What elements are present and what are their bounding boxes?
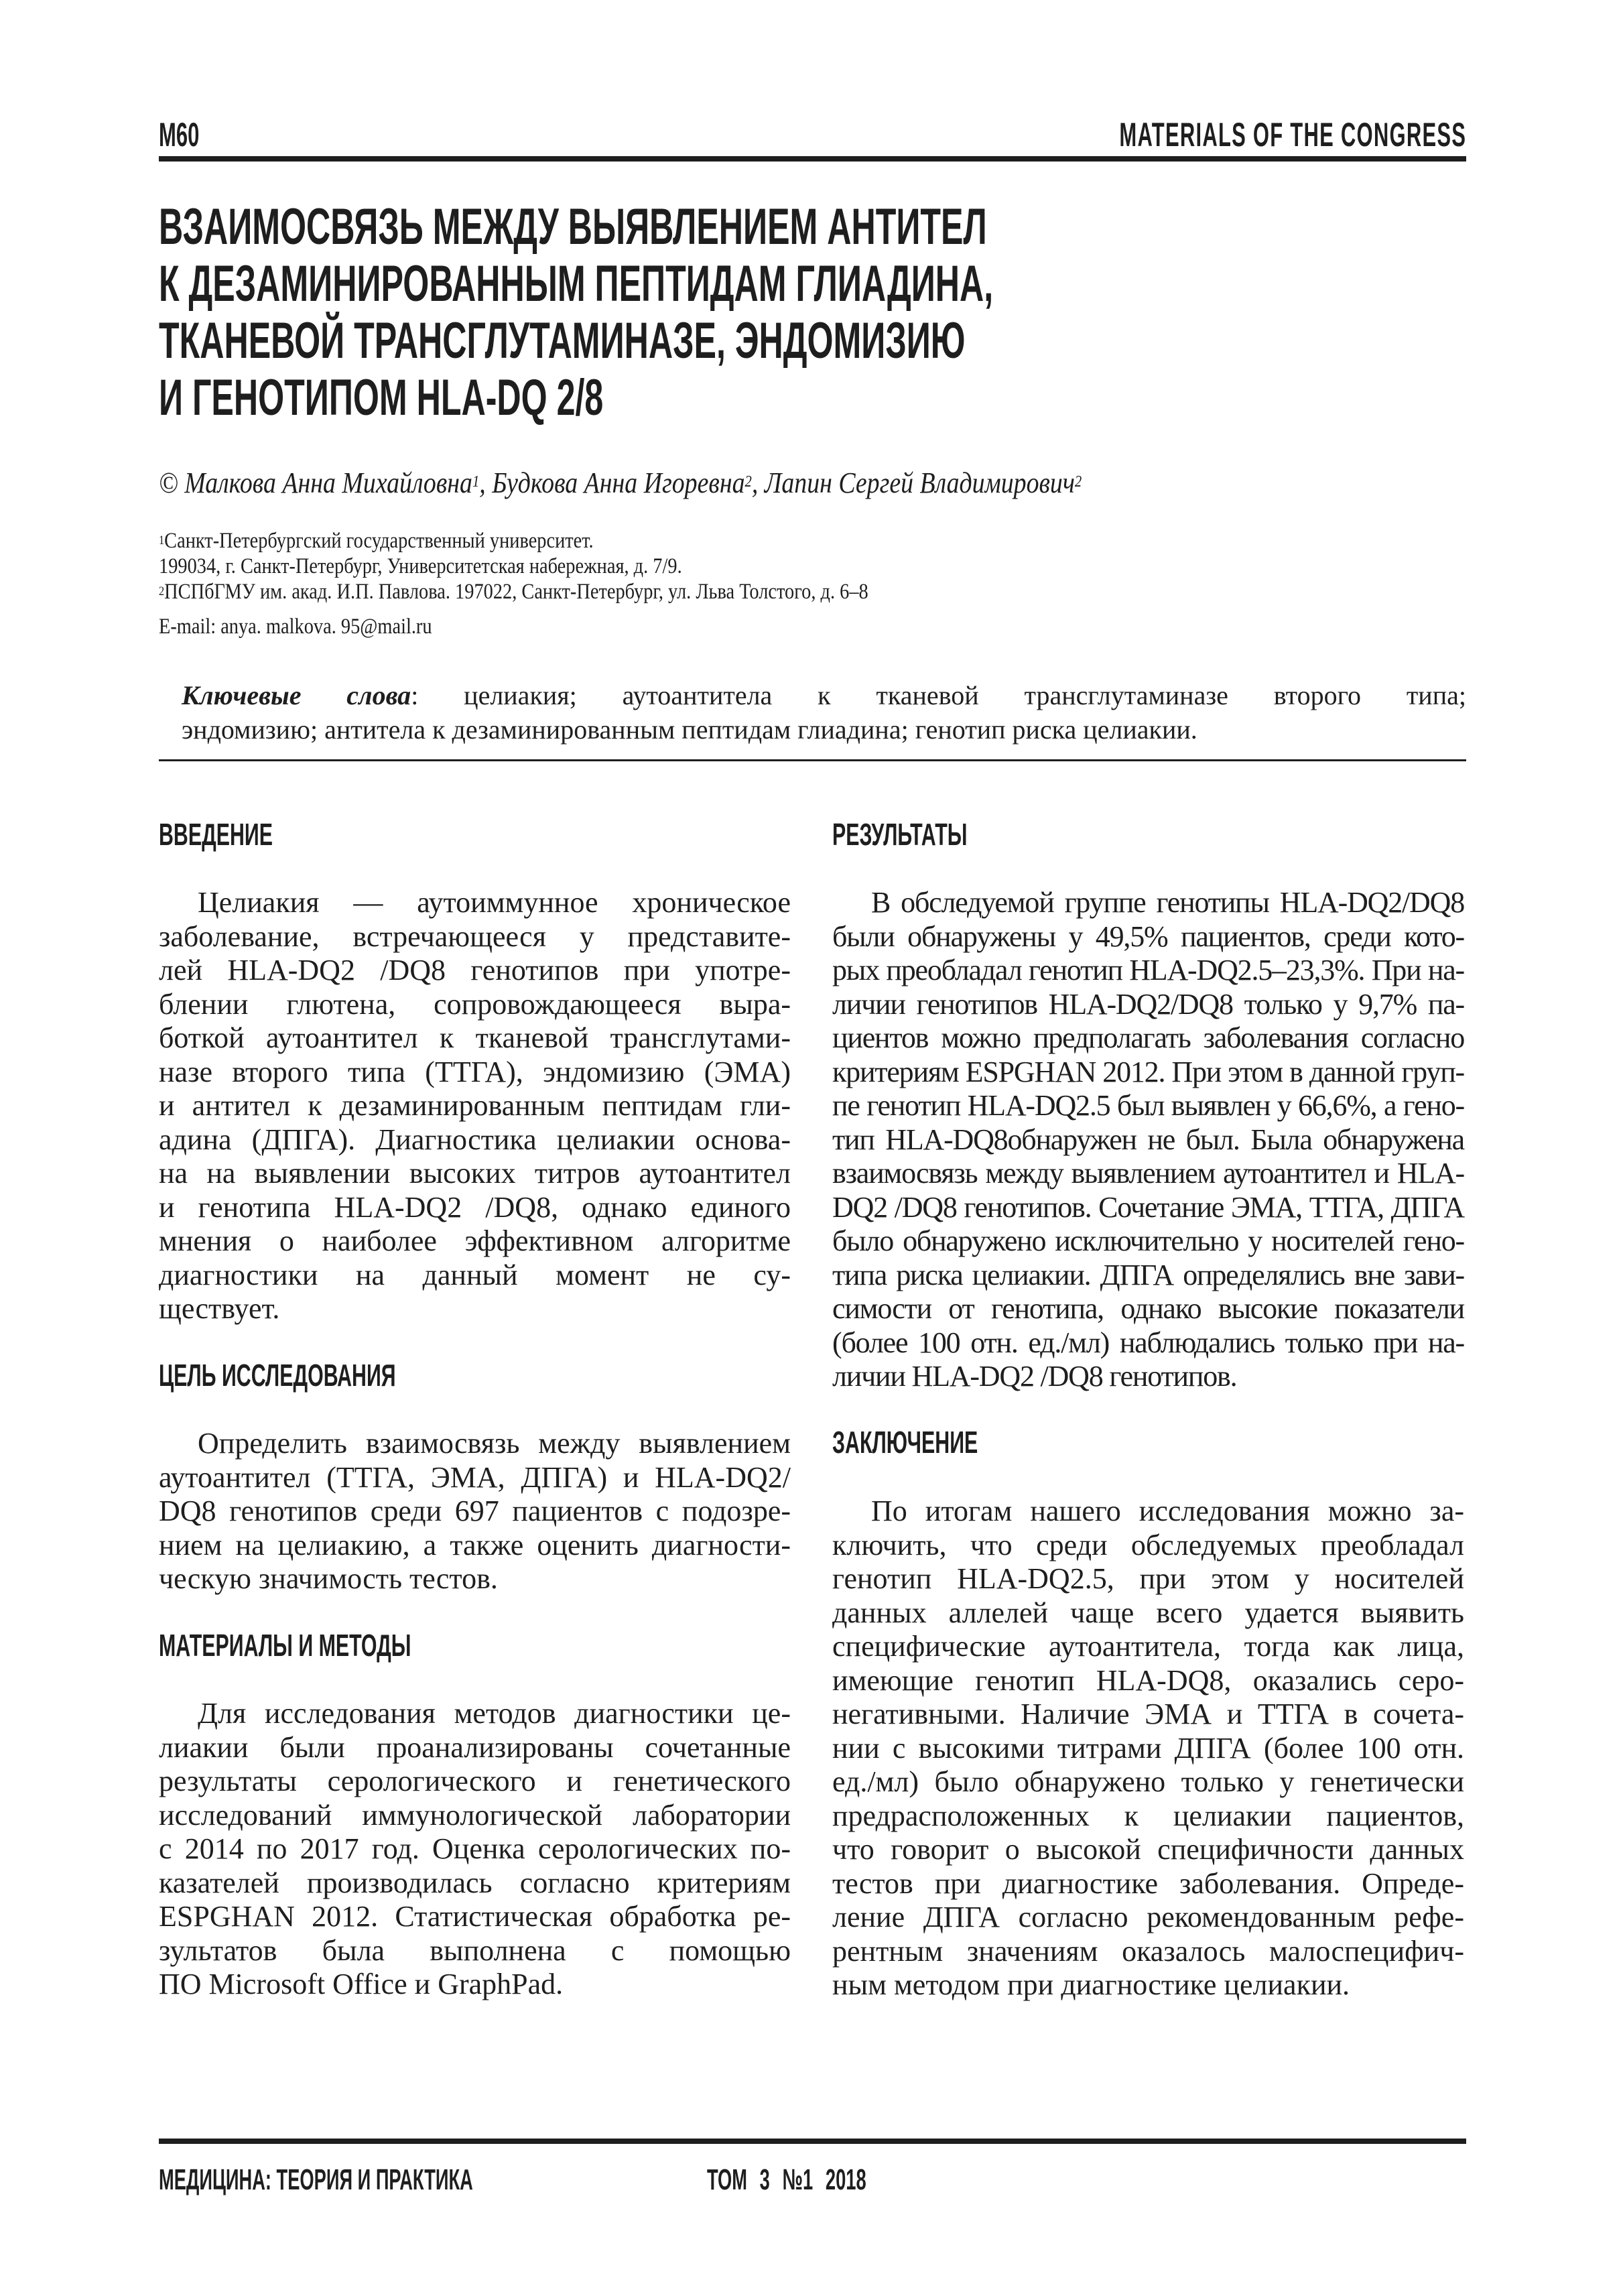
section-heading-conclusion: ЗАКЛЮЧЕНИЕ xyxy=(832,1425,978,1460)
author-name: Лапин Сергей Владимирович xyxy=(764,466,1075,499)
volume: ТОМ 3 xyxy=(707,2163,770,2196)
text-line: рентным значениям оказалось малоспецифич- xyxy=(832,1934,1464,1968)
text-line: типа риска целиакии. ДПГА определялись вне зави- xyxy=(832,1258,1464,1291)
text-line: В обследуемой группе генотипы HLA-DQ2/DQ8 xyxy=(871,886,1464,919)
copyright-symbol: © xyxy=(159,466,178,499)
text-line: имеющие генотип HLA-DQ8, оказались серо- xyxy=(832,1663,1464,1697)
text-line: диагностики на данный момент не су- xyxy=(159,1258,791,1291)
aim-paragraph xyxy=(159,1427,791,1596)
text-line: нием на целиакию, а также оценить диагности- xyxy=(159,1528,791,1561)
text-line: блении глютена, сопровождающееся выра- xyxy=(159,987,791,1021)
text-line: исследований иммунологической лаборатории xyxy=(159,1798,791,1832)
text-line: аутоантител (ТТГА, ЭМА, ДПГА) и HLA-DQ2/ xyxy=(159,1460,791,1494)
text-line: и антител к дезаминированным пептидам гли- xyxy=(159,1089,791,1122)
text-line: (более 100 отн. ед./мл) наблюдались только при на- xyxy=(832,1326,1464,1359)
text-line: лиакии были проанализированы сочетанные xyxy=(159,1730,791,1764)
text-line: на на выявлении высоких титров аутоантител xyxy=(159,1157,791,1190)
text-line: взаимосвязь между выявлением аутоантител и HLA- xyxy=(832,1157,1464,1190)
text-line: адина (ДПГА). Диагностика целиакии основа- xyxy=(159,1123,791,1156)
section-heading-introduction: ВВЕДЕНИЕ xyxy=(159,817,273,852)
text-line: ческую значимость тестов. xyxy=(159,1562,498,1595)
section-heading-methods: МАТЕРИАЛЫ И МЕТОДЫ xyxy=(159,1628,411,1663)
title-line: К ДЕЗАМИНИРОВАННЫМ ПЕПТИДАМ ГЛИАДИНА, xyxy=(159,255,994,312)
text-line: были обнаружены у 49,5% пациентов, среди кото- xyxy=(832,919,1464,953)
text-line: ед./мл) было обнаружено только у генетически xyxy=(832,1765,1464,1798)
text-line: Для исследования методов диагностики це- xyxy=(198,1697,791,1730)
conclusion-paragraph xyxy=(832,1494,1464,2002)
text-line: лей HLA-DQ2 /DQ8 генотипов при употре- xyxy=(159,954,791,986)
affiliation-text: 199034, г. Санкт-Петербург, Университетская набережная, д. 7/9. xyxy=(159,554,682,578)
keywords-colon: : xyxy=(411,680,419,710)
text-line: личии HLA-DQ2 /DQ8 генотипов. xyxy=(832,1360,1237,1393)
keywords-text: целиакия; аутоантитела к тканевой трансглутаминазе второго типа; xyxy=(418,680,1466,710)
text-line: назе второго типа (ТТГА), эндомизию (ЭМА) xyxy=(159,1055,791,1088)
text-line: рых преобладал генотип HLA-DQ2.5–23,3%. При на- xyxy=(832,954,1464,986)
author-name: Малкова Анна Михайловна xyxy=(184,466,472,499)
text-line: данных аллелей чаще всего удается выявить xyxy=(832,1596,1464,1629)
affiliation-text: ПСПбГМУ им. акад. И.П. Павлова. 197022, Санкт-Петербург, ул. Льва Толстого, д. 6–8 xyxy=(164,580,868,604)
text-line: ществует. xyxy=(159,1292,280,1325)
text-line: DQ8 генотипов среди 697 пациентов с подозре- xyxy=(159,1494,791,1527)
running-header-section: MATERIALS OF THE CONGRESS xyxy=(1119,116,1466,153)
issue-number: №1 xyxy=(782,2163,814,2196)
affiliations xyxy=(159,528,868,639)
text-line: ление ДПГА согласно рекомендованным рефе- xyxy=(832,1901,1464,1933)
section-heading-aim: ЦЕЛЬ ИССЛЕДОВАНИЯ xyxy=(159,1358,396,1393)
text-line: что говорит о высокой специфичности данных xyxy=(832,1833,1464,1866)
text-line: Определить взаимосвязь между выявлением xyxy=(198,1427,791,1460)
affiliation-text: Санкт-Петербургский государственный университет. xyxy=(164,529,594,553)
affiliation-marker: 2 xyxy=(159,584,165,598)
results-paragraph xyxy=(832,886,1464,1394)
author-separator: , xyxy=(751,466,765,499)
keywords-label: Ключевые слова xyxy=(182,680,411,710)
text-line: негативными. Наличие ЭМА и ТТГА в сочета- xyxy=(832,1698,1464,1730)
text-line: и генотипа HLA-DQ2 /DQ8, однако единого xyxy=(159,1190,791,1224)
text-line: нии с высокими титрами ДПГА (более 100 отн. xyxy=(832,1731,1464,1765)
keywords-text: эндомизию; антитела к дезаминированным пептидам глиадина; генотип риска целиакии. xyxy=(182,714,1197,745)
year: 2018 xyxy=(825,2163,866,2196)
text-line: тип HLA-DQ8обнаружен не был. Была обнаружена xyxy=(832,1123,1464,1156)
author-separator: , xyxy=(479,466,493,499)
text-line: ПО Microsoft Office и GraphPad. xyxy=(159,1968,564,2000)
divider-rule xyxy=(159,759,1466,761)
affiliation-marker: 1 xyxy=(159,533,165,548)
journal-name: МЕДИЦИНА: ТЕОРИЯ И ПРАКТИКА xyxy=(159,2163,473,2196)
keywords xyxy=(182,678,1466,747)
text-line: тестов при диагностике заболевания. Опреде- xyxy=(832,1866,1464,1900)
text-line: с 2014 по 2017 год. Оценка серологических по- xyxy=(159,1832,791,1865)
title-line: ТКАНЕВОЙ ТРАНСГЛУТАМИНАЗЕ, ЭНДОМИЗИЮ xyxy=(159,312,966,369)
text-line: симости от генотипа, однако высокие показатели xyxy=(832,1292,1464,1325)
affiliation-marker: 1 xyxy=(472,473,480,491)
text-line: ключить, что среди обследуемых преобладал xyxy=(832,1528,1464,1561)
text-line: пе генотип HLA-DQ2.5 был выявлен у 66,6%, а гено- xyxy=(832,1089,1464,1122)
text-line: По итогам нашего исследования можно за- xyxy=(871,1494,1464,1527)
text-line: заболевание, встречающееся у представите- xyxy=(159,919,791,953)
affiliation-marker: 2 xyxy=(1074,473,1082,491)
text-line: генотип HLA-DQ2.5, при этом у носителей xyxy=(832,1562,1464,1595)
affiliation-line xyxy=(159,528,868,554)
text-line: предрасположенных к целиакии пациентов, xyxy=(832,1799,1464,1832)
methods-paragraph xyxy=(159,1697,791,2002)
author-list xyxy=(159,466,1082,500)
title-line: ВЗАИМОСВЯЗЬ МЕЖДУ ВЫЯВЛЕНИЕМ АНТИТЕЛ xyxy=(159,198,987,255)
header-rule xyxy=(159,156,1466,162)
text-line: было обнаружено исключительно у носителей гено- xyxy=(832,1224,1464,1257)
text-line: казателей производилась согласно критериям xyxy=(159,1866,791,1899)
affiliation-line xyxy=(159,554,868,579)
text-line: Целиакия — аутоиммунное хроническое xyxy=(198,886,791,919)
affiliation-marker: 2 xyxy=(744,473,752,491)
page-number: M60 xyxy=(159,116,200,153)
text-line: результаты серологического и генетического xyxy=(159,1765,791,1797)
issue-info xyxy=(707,2165,866,2195)
footer-rule xyxy=(159,2139,1466,2144)
introduction-paragraph xyxy=(159,886,791,1326)
text-line: боткой аутоантител к тканевой трансглутами- xyxy=(159,1021,791,1054)
article-title xyxy=(159,198,993,426)
email-line[interactable]: E-mail: anya. malkova. 95@mail.ru xyxy=(159,615,432,639)
text-line: критериям ESPGHAN 2012. При этом в данной груп- xyxy=(832,1055,1464,1088)
text-line: мнения о наиболее эффективном алгоритме xyxy=(159,1224,791,1257)
section-heading-results: РЕЗУЛЬТАТЫ xyxy=(832,817,968,852)
author-name: Будкова Анна Игоревна xyxy=(492,466,745,499)
text-line: личии генотипов HLA-DQ2/DQ8 только у 9,7% па- xyxy=(832,987,1464,1021)
text-line: DQ2 /DQ8 генотипов. Сочетание ЭМА, ТТГА, ДПГА xyxy=(832,1190,1464,1224)
affiliation-line xyxy=(159,579,868,604)
text-line: ESPGHAN 2012. Статистическая обработка ре- xyxy=(159,1900,791,1933)
title-line: И ГЕНОТИПОМ HLA-DQ 2/8 xyxy=(159,369,604,426)
text-line: ным методом при диагностике целиакии. xyxy=(832,1968,1350,2001)
text-line: специфические аутоантитела, тогда как лица, xyxy=(832,1630,1464,1663)
text-line: циентов можно предполагать заболевания согласно xyxy=(832,1021,1464,1054)
text-line: зультатов была выполнена с помощью xyxy=(159,1933,791,1967)
